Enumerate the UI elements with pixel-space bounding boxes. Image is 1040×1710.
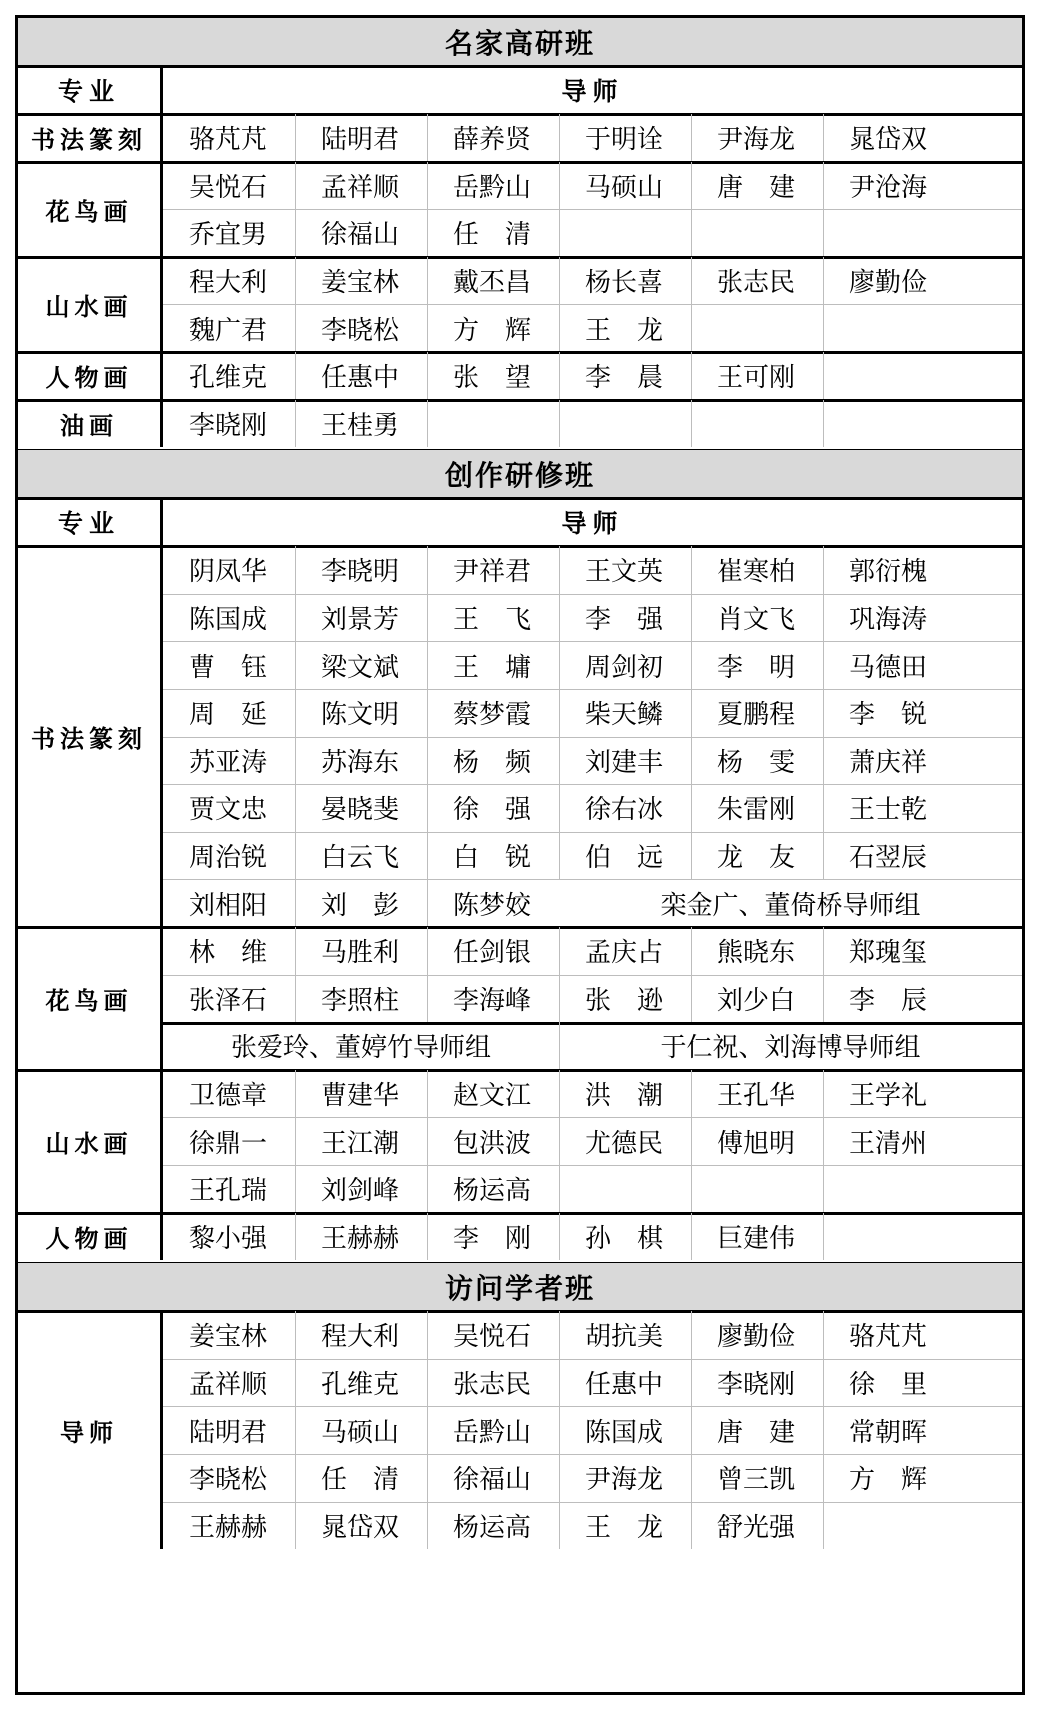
tutor-name: 梁文斌 bbox=[321, 652, 400, 683]
tutor-name: 王清州 bbox=[849, 1128, 928, 1159]
divider bbox=[427, 352, 428, 400]
divider bbox=[691, 162, 692, 210]
divider bbox=[691, 641, 692, 689]
divider bbox=[160, 162, 163, 257]
divider bbox=[559, 737, 560, 785]
tutor-name: 张 望 bbox=[453, 363, 532, 394]
tutor-name: 夏鹏程 bbox=[717, 700, 796, 731]
tutor-name: 张志民 bbox=[453, 1370, 532, 1401]
tutor-name: 姜宝林 bbox=[189, 1322, 268, 1353]
divider bbox=[823, 1311, 824, 1359]
tutor-name: 王 飞 bbox=[453, 605, 532, 636]
divider bbox=[427, 1502, 428, 1550]
category-label: 人物画 bbox=[45, 363, 133, 393]
tutor-name: 张 逊 bbox=[585, 985, 664, 1016]
tutor-name: 陈国成 bbox=[189, 605, 268, 636]
divider bbox=[823, 784, 824, 832]
tutor-name: 孟祥顺 bbox=[189, 1370, 268, 1401]
divider bbox=[691, 737, 692, 785]
tutor-name: 孙 棋 bbox=[585, 1223, 664, 1254]
tutor-name: 岳黔山 bbox=[453, 172, 532, 203]
tutor-name: 陆明君 bbox=[321, 125, 400, 156]
tutor-name: 舒光强 bbox=[717, 1512, 796, 1543]
tutor-name: 孔维克 bbox=[189, 363, 268, 394]
divider bbox=[295, 737, 296, 785]
column-header-tutor: 导师 bbox=[561, 509, 624, 539]
divider bbox=[427, 879, 428, 927]
tutor-name: 卫德章 bbox=[189, 1081, 268, 1112]
divider bbox=[427, 1165, 428, 1213]
divider bbox=[823, 689, 824, 737]
divider bbox=[427, 546, 428, 594]
tutor-name: 杨 雯 bbox=[717, 747, 796, 778]
tutor-name: 李 明 bbox=[717, 652, 796, 683]
tutor-name: 李 锐 bbox=[849, 700, 928, 731]
divider bbox=[295, 162, 296, 210]
tutor-name: 程大利 bbox=[321, 1322, 400, 1353]
divider bbox=[691, 209, 692, 257]
tutor-name: 李 强 bbox=[585, 605, 664, 636]
tutor-name: 萧庆祥 bbox=[849, 747, 928, 778]
tutor-name: 徐鼎一 bbox=[189, 1128, 268, 1159]
divider bbox=[427, 784, 428, 832]
divider bbox=[427, 927, 428, 975]
divider bbox=[295, 1406, 296, 1454]
divider bbox=[427, 1070, 428, 1118]
tutor-name: 包洪波 bbox=[453, 1128, 532, 1159]
category-label: 油画 bbox=[60, 410, 118, 440]
divider bbox=[691, 975, 692, 1023]
tutor-name: 马胜利 bbox=[321, 938, 400, 969]
divider bbox=[823, 1502, 824, 1550]
divider bbox=[823, 1359, 824, 1407]
divider bbox=[295, 784, 296, 832]
tutor-name: 任 清 bbox=[321, 1465, 400, 1496]
divider bbox=[295, 257, 296, 305]
tutor-name: 熊晓东 bbox=[717, 938, 796, 969]
divider bbox=[427, 737, 428, 785]
divider bbox=[559, 1311, 560, 1359]
tutor-name: 刘 彭 bbox=[321, 890, 400, 921]
divider bbox=[295, 400, 296, 448]
tutor-name: 徐 强 bbox=[453, 795, 532, 826]
divider bbox=[559, 400, 560, 448]
tutor-name: 骆芃芃 bbox=[189, 125, 268, 156]
divider bbox=[160, 927, 163, 1070]
divider bbox=[160, 257, 163, 352]
divider bbox=[559, 162, 560, 210]
divider bbox=[559, 927, 560, 975]
tutor-name: 于明诠 bbox=[585, 125, 664, 156]
category-label: 书法篆刻 bbox=[31, 724, 147, 754]
divider bbox=[559, 1117, 560, 1165]
divider bbox=[559, 594, 560, 642]
tutor-name: 马硕山 bbox=[321, 1417, 400, 1448]
tutor-name: 伯 远 bbox=[585, 843, 664, 874]
tutor-name: 杨 频 bbox=[453, 747, 532, 778]
divider bbox=[559, 209, 560, 257]
tutor-name: 王孔瑞 bbox=[189, 1176, 268, 1207]
divider bbox=[691, 1502, 692, 1550]
tutor-name: 尹祥君 bbox=[453, 557, 532, 588]
tutor-name: 吴悦石 bbox=[189, 172, 268, 203]
divider bbox=[823, 257, 824, 305]
divider bbox=[559, 1454, 560, 1502]
tutor-name: 林 维 bbox=[189, 938, 268, 969]
tutor-name: 杨长喜 bbox=[585, 268, 664, 299]
divider bbox=[427, 1117, 428, 1165]
tutor-name: 徐福山 bbox=[453, 1465, 532, 1496]
divider bbox=[427, 1311, 428, 1359]
tutor-name: 洪 潮 bbox=[585, 1081, 664, 1112]
divider bbox=[823, 1406, 824, 1454]
divider bbox=[295, 927, 296, 975]
divider bbox=[559, 784, 560, 832]
tutor-name: 周治锐 bbox=[189, 843, 268, 874]
tutor-name: 王士乾 bbox=[849, 795, 928, 826]
divider bbox=[823, 1454, 824, 1502]
tutor-name: 任剑银 bbox=[453, 938, 532, 969]
divider bbox=[691, 1165, 692, 1213]
tutor-name: 黎小强 bbox=[189, 1223, 268, 1254]
tutor-name: 傅旭明 bbox=[717, 1128, 796, 1159]
divider bbox=[295, 641, 296, 689]
divider bbox=[427, 1359, 428, 1407]
category-label: 花鸟画 bbox=[45, 196, 133, 226]
category-label: 书法篆刻 bbox=[31, 125, 147, 155]
tutor-name: 张志民 bbox=[717, 268, 796, 299]
divider bbox=[295, 879, 296, 927]
divider bbox=[160, 1070, 163, 1213]
tutor-name: 陆明君 bbox=[189, 1417, 268, 1448]
tutor-name: 曹建华 bbox=[321, 1081, 400, 1112]
divider bbox=[691, 784, 692, 832]
divider bbox=[823, 1070, 824, 1118]
tutor-name: 孔维克 bbox=[321, 1370, 400, 1401]
tutor-name: 戴丕昌 bbox=[453, 268, 532, 299]
divider bbox=[427, 832, 428, 880]
tutor-name: 郭衍槐 bbox=[849, 557, 928, 588]
section-title: 名家高研班 bbox=[18, 18, 1022, 66]
tutor-name: 任 清 bbox=[453, 220, 532, 251]
tutor-name: 贾文忠 bbox=[189, 795, 268, 826]
divider bbox=[691, 1213, 692, 1261]
tutor-name: 尹海龙 bbox=[717, 125, 796, 156]
tutor-name: 魏广君 bbox=[189, 315, 268, 346]
divider bbox=[691, 546, 692, 594]
tutor-name: 白云飞 bbox=[321, 843, 400, 874]
divider bbox=[160, 1311, 163, 1549]
category-label: 人物画 bbox=[45, 1223, 133, 1253]
tutor-name: 王桂勇 bbox=[321, 410, 400, 441]
tutor-name: 王江潮 bbox=[321, 1128, 400, 1159]
tutor-name: 阴凤华 bbox=[189, 557, 268, 588]
tutor-name: 杨运高 bbox=[453, 1176, 532, 1207]
divider bbox=[823, 594, 824, 642]
tutor-name: 王 龙 bbox=[585, 1512, 664, 1543]
tutor-name: 唐 建 bbox=[717, 1417, 796, 1448]
divider bbox=[691, 1359, 692, 1407]
divider bbox=[427, 594, 428, 642]
tutor-name: 晏晓斐 bbox=[321, 795, 400, 826]
tutor-name: 肖文飞 bbox=[717, 605, 796, 636]
tutor-name: 龙 友 bbox=[717, 843, 796, 874]
tutor-name: 徐右冰 bbox=[585, 795, 664, 826]
column-header-major: 专业 bbox=[57, 509, 120, 539]
tutor-name: 石翌辰 bbox=[849, 843, 928, 874]
divider bbox=[295, 352, 296, 400]
divider bbox=[295, 975, 296, 1023]
tutor-name: 孟庆占 bbox=[585, 938, 664, 969]
tutor-name: 胡抗美 bbox=[585, 1322, 664, 1353]
tutor-name: 李晓明 bbox=[321, 557, 400, 588]
tutor-name: 刘相阳 bbox=[189, 890, 268, 921]
divider bbox=[295, 114, 296, 162]
divider bbox=[559, 1502, 560, 1550]
divider bbox=[559, 1359, 560, 1407]
tutor-name: 郑瑰玺 bbox=[849, 938, 928, 969]
divider bbox=[160, 546, 163, 927]
divider bbox=[691, 304, 692, 352]
tutor-name: 李晓松 bbox=[321, 315, 400, 346]
divider bbox=[295, 1070, 296, 1118]
tutor-name: 李晓松 bbox=[189, 1465, 268, 1496]
divider bbox=[823, 927, 824, 975]
divider bbox=[559, 352, 560, 400]
tutor-name: 乔宜男 bbox=[189, 220, 268, 251]
tutor-name: 姜宝林 bbox=[321, 268, 400, 299]
tutor-name: 王孔华 bbox=[717, 1081, 796, 1112]
tutor-name: 李晓刚 bbox=[717, 1370, 796, 1401]
category-label: 山水画 bbox=[45, 291, 133, 321]
divider bbox=[295, 1454, 296, 1502]
divider bbox=[427, 975, 428, 1023]
tutor-roster-table bbox=[15, 15, 1025, 1695]
divider bbox=[559, 114, 560, 162]
divider bbox=[691, 594, 692, 642]
tutor-name: 廖勤俭 bbox=[717, 1322, 796, 1353]
tutor-name: 赵文江 bbox=[453, 1081, 532, 1112]
tutor-name: 巨建伟 bbox=[717, 1223, 796, 1254]
tutor-name: 王赫赫 bbox=[189, 1512, 268, 1543]
tutor-name: 李 刚 bbox=[453, 1223, 532, 1254]
section-title: 访问学者班 bbox=[18, 1263, 1022, 1311]
divider bbox=[559, 1022, 560, 1070]
divider bbox=[691, 1406, 692, 1454]
divider bbox=[691, 114, 692, 162]
tutor-name: 任惠中 bbox=[321, 363, 400, 394]
divider bbox=[823, 546, 824, 594]
tutor-name: 尹沧海 bbox=[849, 172, 928, 203]
tutor-name: 崔寒柏 bbox=[717, 557, 796, 588]
tutor-name: 苏亚涛 bbox=[189, 747, 268, 778]
tutor-name: 徐 里 bbox=[849, 1370, 928, 1401]
section-title: 创作研修班 bbox=[18, 450, 1022, 498]
tutor-name: 常朝晖 bbox=[849, 1417, 928, 1448]
divider bbox=[691, 400, 692, 448]
divider bbox=[160, 352, 163, 400]
divider bbox=[295, 209, 296, 257]
divider bbox=[823, 304, 824, 352]
divider bbox=[295, 546, 296, 594]
tutor-name: 李晓刚 bbox=[189, 410, 268, 441]
divider bbox=[427, 1213, 428, 1261]
tutor-name: 唐 建 bbox=[717, 172, 796, 203]
divider bbox=[691, 1117, 692, 1165]
tutor-name: 王赫赫 bbox=[321, 1223, 400, 1254]
tutor-name: 曾三凯 bbox=[717, 1465, 796, 1496]
tutor-name: 尹海龙 bbox=[585, 1465, 664, 1496]
tutor-name: 吴悦石 bbox=[453, 1322, 532, 1353]
divider bbox=[295, 1359, 296, 1407]
tutor-name: 刘景芳 bbox=[321, 605, 400, 636]
tutor-name: 蔡梦霞 bbox=[453, 700, 532, 731]
tutor-name: 徐福山 bbox=[321, 220, 400, 251]
divider bbox=[427, 304, 428, 352]
divider bbox=[295, 1502, 296, 1550]
tutor-name: 孟祥顺 bbox=[321, 172, 400, 203]
divider bbox=[823, 641, 824, 689]
divider bbox=[559, 1406, 560, 1454]
divider bbox=[295, 1117, 296, 1165]
tutor-name: 陈梦姣 bbox=[453, 890, 532, 921]
divider bbox=[823, 1117, 824, 1165]
tutor-name: 尤德民 bbox=[585, 1128, 664, 1159]
divider bbox=[691, 352, 692, 400]
divider bbox=[160, 400, 163, 448]
divider bbox=[559, 641, 560, 689]
divider bbox=[160, 66, 163, 114]
tutor-name: 李 晨 bbox=[585, 363, 664, 394]
tutor-name: 巩海涛 bbox=[849, 605, 928, 636]
divider bbox=[427, 114, 428, 162]
tutor-name: 任惠中 bbox=[585, 1370, 664, 1401]
divider bbox=[823, 1213, 824, 1261]
tutor-name: 方 辉 bbox=[453, 315, 532, 346]
tutor-name: 杨运高 bbox=[453, 1512, 532, 1543]
divider bbox=[823, 975, 824, 1023]
divider bbox=[691, 1070, 692, 1118]
tutor-name: 李照柱 bbox=[321, 985, 400, 1016]
tutor-name: 李 辰 bbox=[849, 985, 928, 1016]
tutor-name: 张泽石 bbox=[189, 985, 268, 1016]
divider bbox=[427, 162, 428, 210]
divider bbox=[823, 737, 824, 785]
tutor-name: 马硕山 bbox=[585, 172, 664, 203]
divider bbox=[691, 927, 692, 975]
divider bbox=[559, 975, 560, 1023]
tutor-name: 李海峰 bbox=[453, 985, 532, 1016]
divider bbox=[823, 1165, 824, 1213]
tutor-name: 薛养贤 bbox=[453, 125, 532, 156]
divider bbox=[427, 1406, 428, 1454]
divider bbox=[559, 1213, 560, 1261]
tutor-name: 廖勤俭 bbox=[849, 268, 928, 299]
tutor-name: 柴天鳞 bbox=[585, 700, 664, 731]
tutor-group-label: 于仁祝、刘海博导师组 bbox=[660, 1033, 921, 1064]
divider bbox=[823, 114, 824, 162]
tutor-group-label: 栾金广、董倚桥导师组 bbox=[660, 890, 921, 921]
divider bbox=[160, 114, 163, 162]
divider bbox=[823, 209, 824, 257]
tutor-name: 周剑初 bbox=[585, 652, 664, 683]
tutor-name: 晁岱双 bbox=[849, 125, 928, 156]
tutor-name: 王可刚 bbox=[717, 363, 796, 394]
tutor-name: 方 辉 bbox=[849, 1465, 928, 1496]
tutor-name: 晁岱双 bbox=[321, 1512, 400, 1543]
tutor-name: 曹 钰 bbox=[189, 652, 268, 683]
divider bbox=[295, 1165, 296, 1213]
divider bbox=[160, 498, 163, 546]
divider bbox=[559, 257, 560, 305]
tutor-name: 马德田 bbox=[849, 652, 928, 683]
divider bbox=[559, 546, 560, 594]
divider bbox=[691, 689, 692, 737]
divider bbox=[691, 257, 692, 305]
divider bbox=[559, 689, 560, 737]
divider bbox=[295, 1213, 296, 1261]
tutor-name: 刘剑峰 bbox=[321, 1176, 400, 1207]
category-label: 花鸟画 bbox=[45, 985, 133, 1015]
divider bbox=[691, 1454, 692, 1502]
category-label: 导师 bbox=[60, 1417, 118, 1447]
divider bbox=[427, 209, 428, 257]
tutor-name: 周 延 bbox=[189, 700, 268, 731]
tutor-name: 王 龙 bbox=[585, 315, 664, 346]
tutor-name: 王学礼 bbox=[849, 1081, 928, 1112]
column-header-tutor: 导师 bbox=[561, 77, 624, 106]
tutor-name: 朱雷刚 bbox=[717, 795, 796, 826]
divider bbox=[160, 1213, 163, 1261]
divider bbox=[559, 304, 560, 352]
divider bbox=[427, 1454, 428, 1502]
tutor-name: 苏海东 bbox=[321, 747, 400, 778]
tutor-group-label: 张爱玲、董婷竹导师组 bbox=[230, 1033, 491, 1064]
divider bbox=[427, 400, 428, 448]
tutor-name: 岳黔山 bbox=[453, 1417, 532, 1448]
divider bbox=[295, 832, 296, 880]
tutor-name: 程大利 bbox=[189, 268, 268, 299]
column-header-major: 专业 bbox=[57, 77, 120, 106]
divider bbox=[295, 304, 296, 352]
divider bbox=[427, 257, 428, 305]
tutor-name: 陈文明 bbox=[321, 700, 400, 731]
divider bbox=[559, 1165, 560, 1213]
divider bbox=[427, 641, 428, 689]
tutor-name: 刘少白 bbox=[717, 985, 796, 1016]
tutor-name: 王 墉 bbox=[453, 652, 532, 683]
divider bbox=[295, 689, 296, 737]
divider bbox=[823, 352, 824, 400]
tutor-name: 王文英 bbox=[585, 557, 664, 588]
divider bbox=[691, 1311, 692, 1359]
divider bbox=[295, 594, 296, 642]
divider bbox=[559, 832, 560, 880]
tutor-name: 骆芃芃 bbox=[849, 1322, 928, 1353]
divider bbox=[691, 832, 692, 880]
divider bbox=[427, 689, 428, 737]
divider bbox=[823, 162, 824, 210]
divider bbox=[295, 1311, 296, 1359]
divider bbox=[823, 832, 824, 880]
tutor-name: 刘建丰 bbox=[585, 747, 664, 778]
divider bbox=[823, 400, 824, 448]
tutor-name: 白 锐 bbox=[453, 843, 532, 874]
divider bbox=[559, 1070, 560, 1118]
tutor-name: 陈国成 bbox=[585, 1417, 664, 1448]
category-label: 山水画 bbox=[45, 1128, 133, 1158]
